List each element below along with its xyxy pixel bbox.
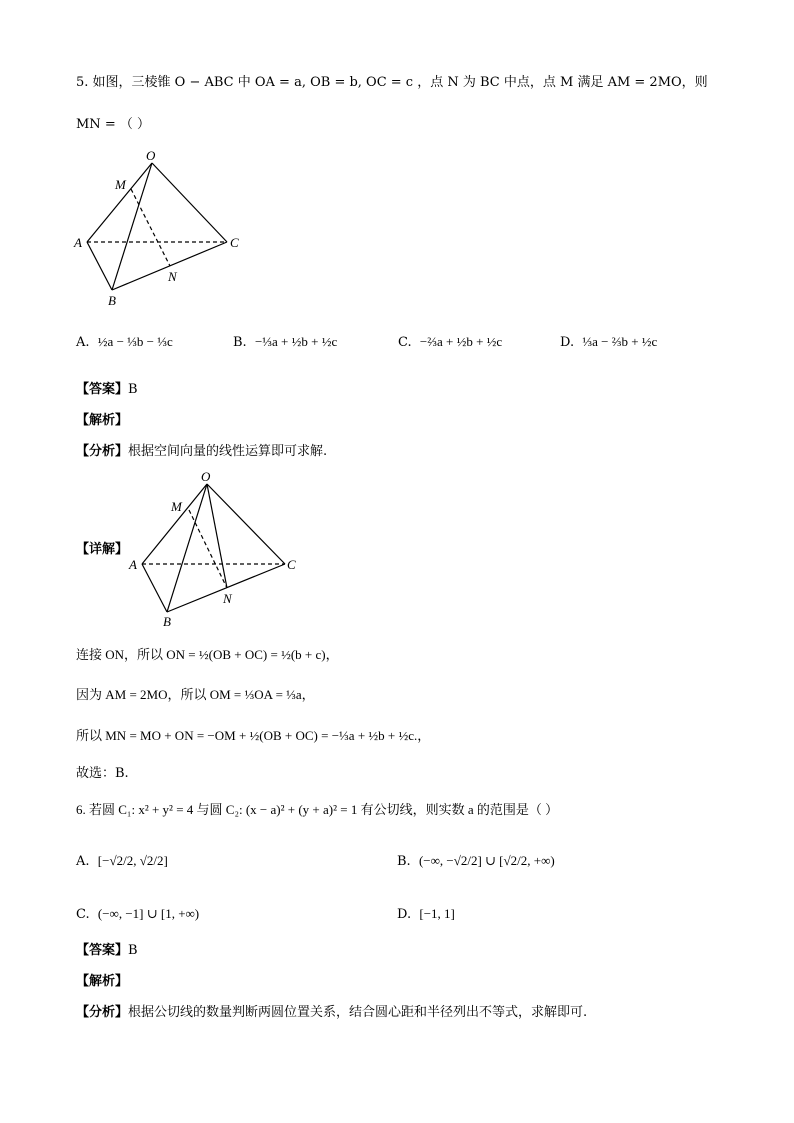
- fig2-label-o: O: [201, 469, 211, 484]
- fig2-label-c: C: [287, 557, 296, 572]
- q5-option-a[interactable]: A. ½a − ⅓b − ⅓c: [76, 334, 173, 350]
- q6-fenxi: 【分析】根据公切线的数量判断两圆位置关系，结合圆心距和半径列出不等式，求解即可.: [76, 1005, 588, 1020]
- fig2-label-m: M: [171, 499, 182, 514]
- q5-option-b[interactable]: B. −⅓a + ½b + ½c: [233, 334, 338, 350]
- q5-analysis-tag: 【解析】: [76, 413, 129, 428]
- q5-stem-line1: 5. 如图，三棱锥 O − ABC 中 OA = a, OB = b, OC = c ，点 N 为 BC 中点，点 M 满足 AM = 2MO，则: [76, 75, 708, 90]
- fig1-label-m: M: [115, 177, 126, 192]
- q5-fenxi: 【分析】根据空间向量的线性运算即可求解.: [76, 444, 328, 459]
- q6-answer: 【答案】B: [76, 943, 138, 958]
- q6-option-a[interactable]: A. [−√2/2, √2/2]: [76, 853, 168, 869]
- q5-detail-line1: 连接 ON，所以 ON = ½(OB + OC) = ½(b + c)，: [76, 647, 339, 662]
- q6-stem: 6. 若圆 C₁: x² + y² = 4 与圆 C₂: (x − a)² + (y + a)² = 1 有公切线，则实数 a 的范围是（ ）: [76, 802, 559, 817]
- fig1-label-n: N: [168, 269, 177, 284]
- fig1-label-o: O: [146, 148, 156, 163]
- q5-detail-line3: 所以 MN = MO + ON = −OM + ½(OB + OC) = −⅓a + ½b + ½c.，: [76, 728, 431, 743]
- q5-option-c[interactable]: C. −⅔a + ½b + ½c: [398, 334, 503, 350]
- fig2-label-a: A: [129, 557, 137, 572]
- fig1-label-a: A: [74, 235, 82, 250]
- fig1-label-b: B: [108, 293, 116, 308]
- fig2-label-b: B: [163, 614, 171, 629]
- q6-analysis-tag: 【解析】: [76, 974, 129, 989]
- q5-stem-line2: MN = （ ）: [76, 117, 150, 132]
- q5-conclusion: 故选：B.: [76, 766, 129, 781]
- q5-tetrahedron-figure: [70, 145, 260, 310]
- q5-option-d[interactable]: D. ⅓a − ⅔b + ½c: [560, 334, 658, 350]
- q5-detail-tag: 【详解】: [76, 542, 129, 557]
- q6-option-b[interactable]: B. (−∞, −√2/2] ∪ [√2/2, +∞): [397, 853, 555, 869]
- fig1-label-c: C: [230, 235, 239, 250]
- q6-option-d[interactable]: D. [−1, 1]: [397, 906, 455, 922]
- q5-detail-line2: 因为 AM = 2MO，所以 OM = ⅓OA = ⅓a，: [76, 687, 315, 702]
- fig2-label-n: N: [223, 591, 232, 606]
- q5-detail-figure: [125, 466, 305, 631]
- q5-answer: 【答案】B: [76, 382, 138, 397]
- q6-option-c[interactable]: C. (−∞, −1] ∪ [1, +∞): [76, 906, 200, 922]
